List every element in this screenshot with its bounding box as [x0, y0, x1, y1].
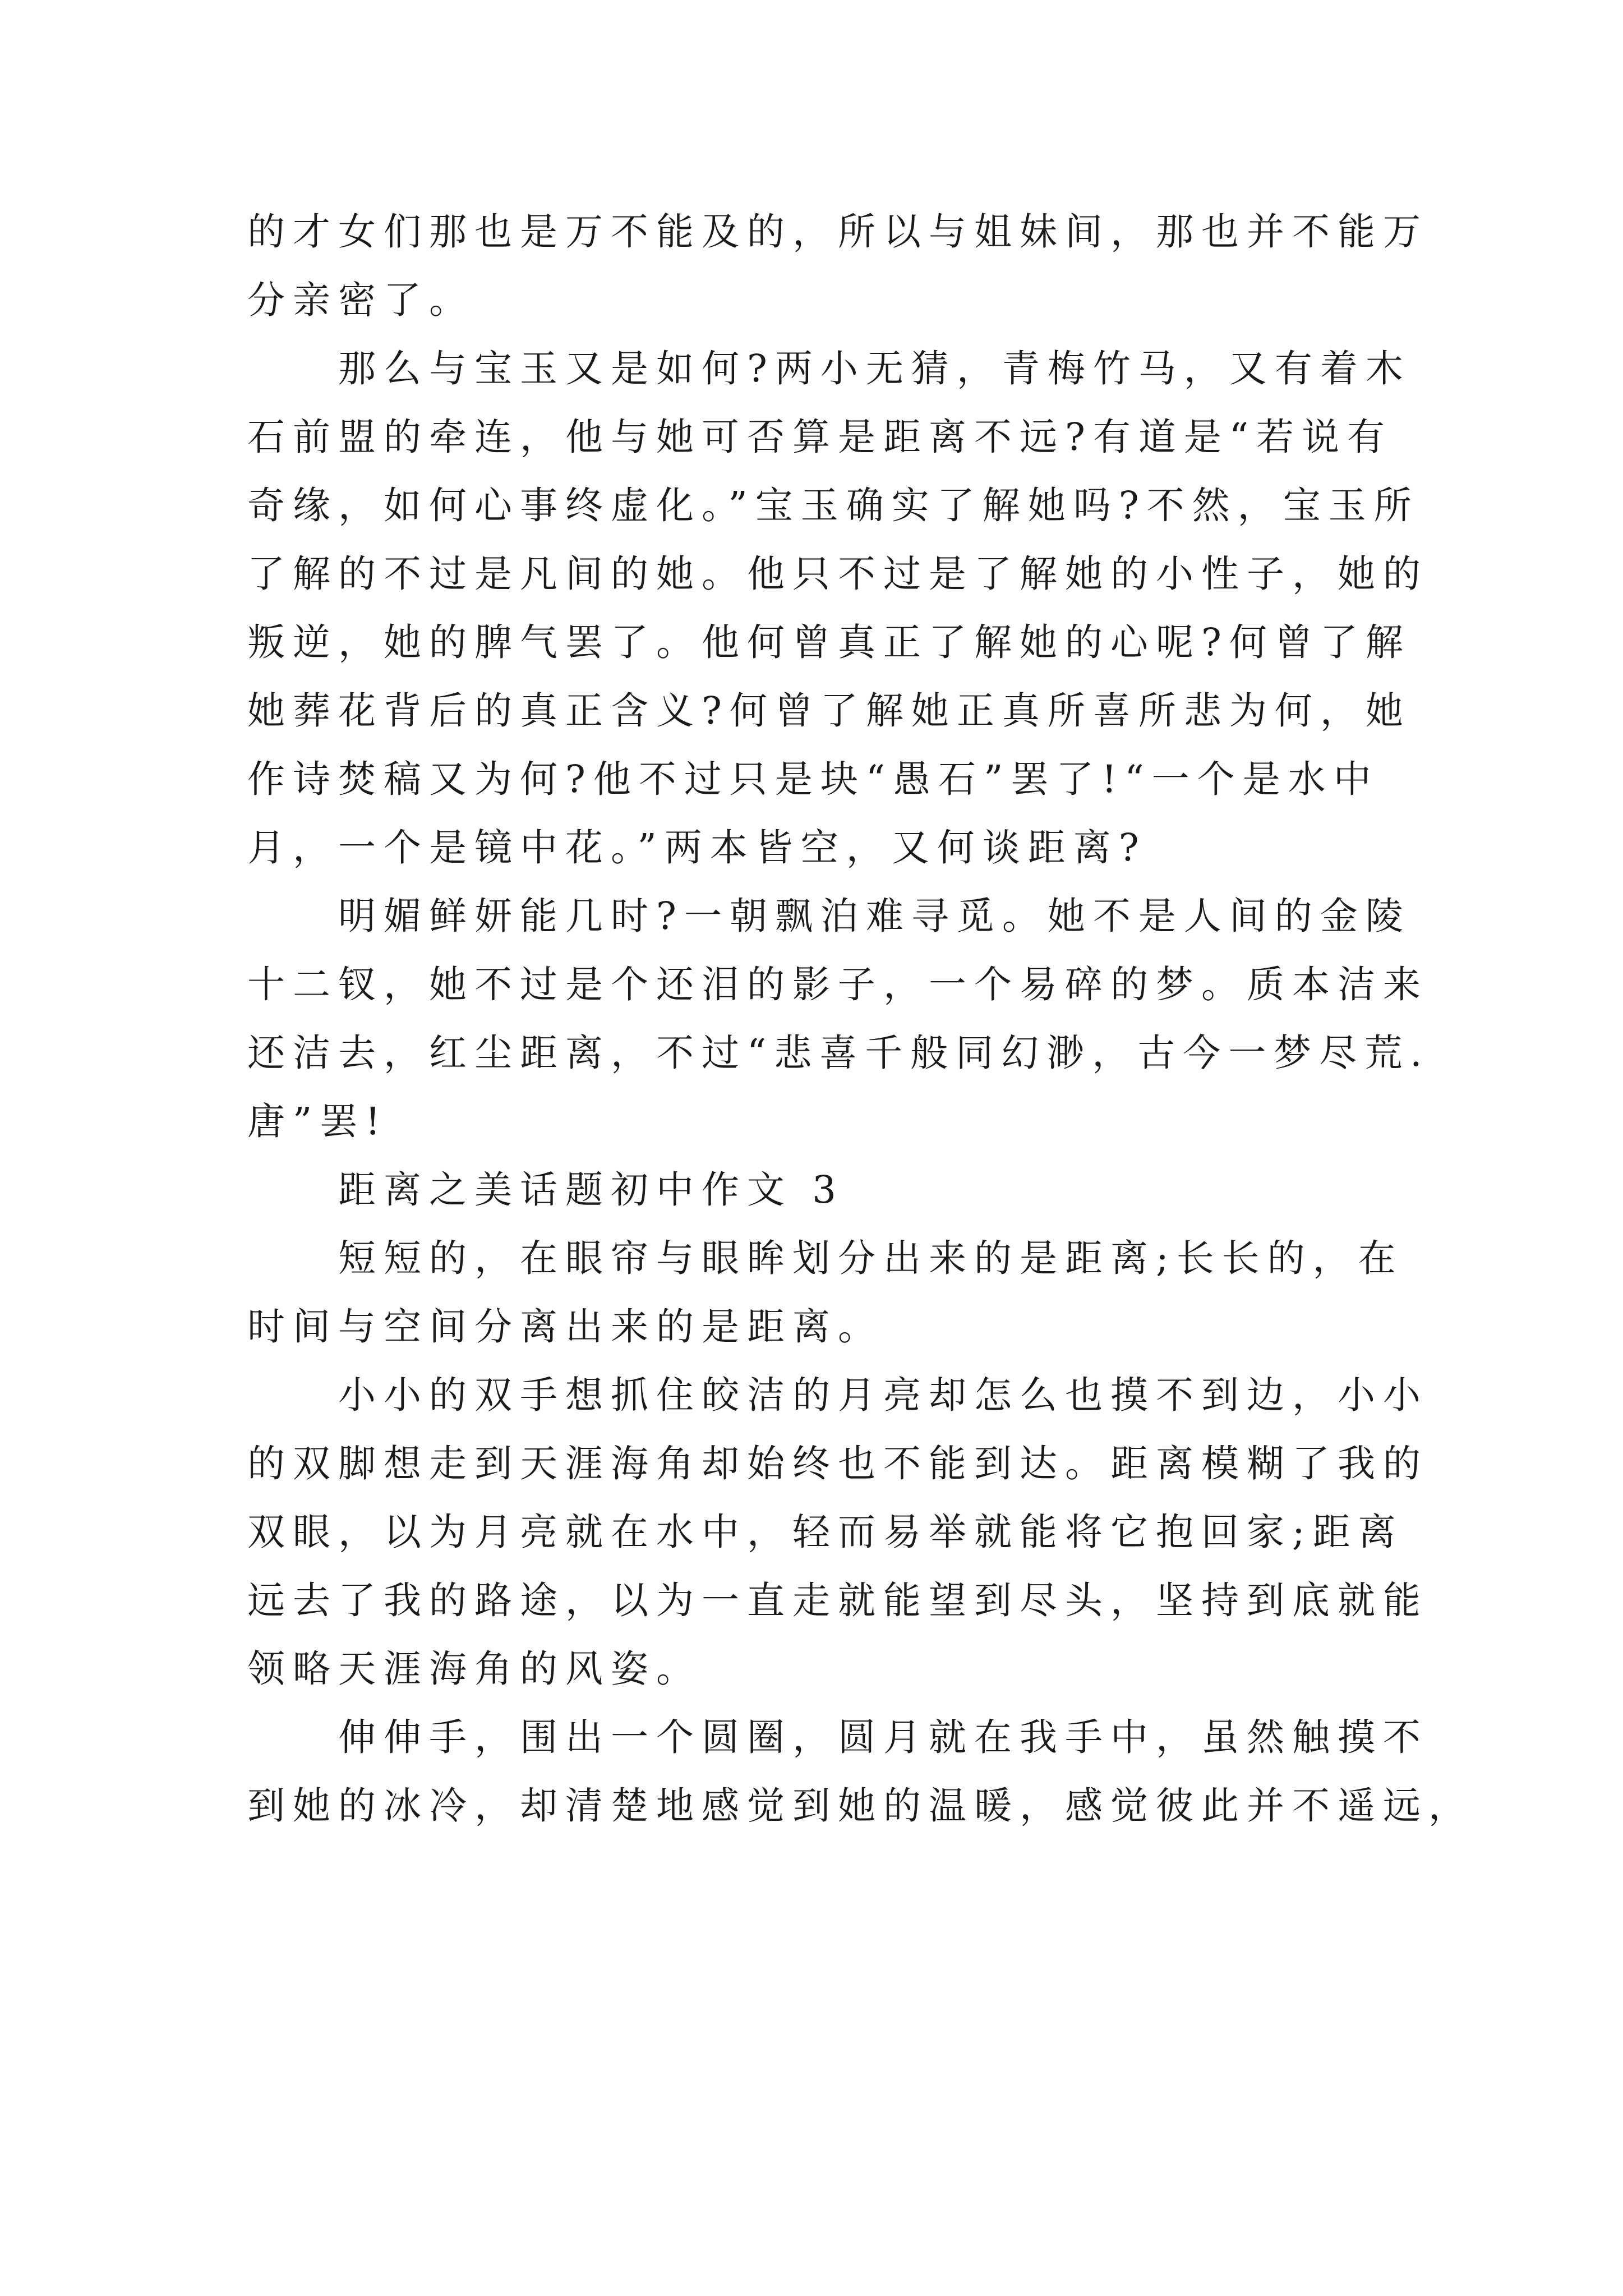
- paragraph-2: [247, 334, 1428, 882]
- heading-text: 距离之美话题初中作文 3: [338, 1168, 844, 1212]
- section-heading: [247, 1156, 1386, 1224]
- text-line: 明媚鲜妍能几时?一朝飘泊难寻觅。她不是人间的金陵: [338, 894, 1411, 938]
- paragraph-3: [247, 882, 1430, 1156]
- text-line: 还洁去，红尘距离，不过“悲喜千般同幻渺，古今一梦尽荒.: [247, 1031, 1430, 1075]
- text-line: 到她的冰冷，却清楚地感觉到她的温暖，感觉彼此并不遥远，: [247, 1784, 1474, 1828]
- paragraph-1: [247, 197, 1428, 334]
- text-line: 石前盟的牵连，他与她可否算是距离不远?有道是“若说有: [247, 415, 1393, 459]
- paragraph-6: [247, 1703, 1474, 1840]
- text-line: 了解的不过是凡间的她。他只不过是了解她的小性子，她的: [247, 552, 1428, 596]
- text-line: 十二钗，她不过是个还泪的影子，一个易碎的梦。质本洁来: [247, 963, 1428, 1006]
- text-line: 时间与空间分离出来的是距离。: [247, 1305, 883, 1349]
- paragraph-5: [247, 1361, 1428, 1703]
- text-line: 她葬花背后的真正含义?何曾了解她正真所喜所悲为何，她: [247, 689, 1411, 733]
- text-line: 双眼，以为月亮就在水中，轻而易举就能将它抱回家;距离: [247, 1510, 1404, 1554]
- text-line: 叛逆，她的脾气罢了。他何曾真正了解她的心呢?何曾了解: [247, 620, 1411, 664]
- text-line: 伸伸手，围出一个圆圈，圆月就在我手中，虽然触摸不: [338, 1715, 1428, 1759]
- text-line: 唐”罢!: [247, 1099, 389, 1143]
- text-line: 作诗焚稿又为何?他不过只是块“愚石”罢了!“一个是水中: [247, 757, 1379, 801]
- text-line: 的才女们那也是万不能及的，所以与姐妹间，那也并不能万: [247, 210, 1428, 254]
- text-line: 那么与宝玉又是如何?两小无猜，青梅竹马，又有着木: [338, 347, 1411, 390]
- text-line: 分亲密了。: [247, 278, 474, 322]
- text-line: 小小的双手想抓住皎洁的月亮却怎么也摸不到边，小小: [338, 1373, 1428, 1417]
- text-line: 领略天涯海角的风姿。: [247, 1647, 702, 1691]
- text-line: 远去了我的路途，以为一直走就能望到尽头，坚持到底就能: [247, 1579, 1428, 1622]
- text-line: 的双脚想走到天涯海角却始终也不能到达。距离模糊了我的: [247, 1442, 1428, 1485]
- text-line: 月，一个是镜中花。”两本皆空，又何谈距离?: [247, 826, 1147, 869]
- text-line: 奇缘，如何心事终虚化。”宝玉确实了解她吗?不然，宝玉所: [247, 484, 1419, 527]
- paragraph-4: [247, 1224, 1404, 1361]
- text-line: 短短的，在眼帘与眼眸划分出来的是距离;长长的，在: [338, 1236, 1404, 1280]
- essay-body: [247, 197, 1474, 1840]
